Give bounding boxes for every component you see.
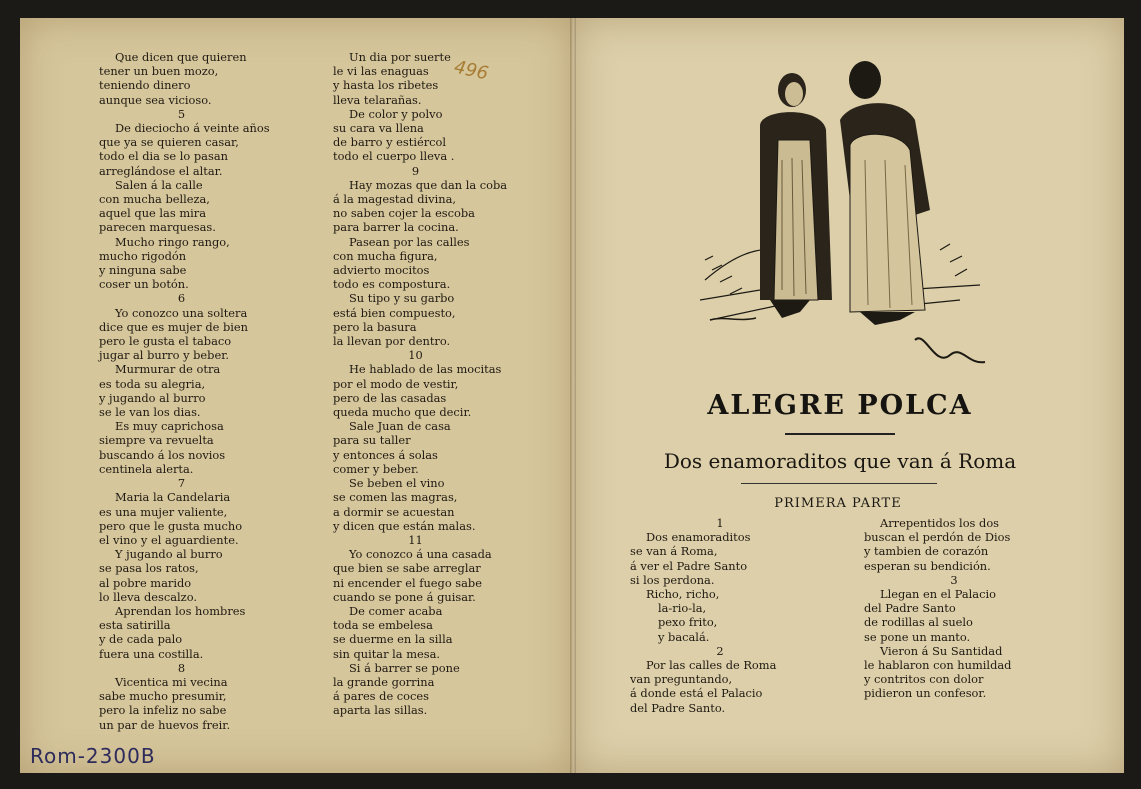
verse-line: se pone un manto. <box>864 629 971 644</box>
stanza <box>630 516 850 587</box>
verse-line: Y jugando al burro <box>115 547 223 562</box>
stanza <box>333 661 563 718</box>
verse-line: y dicen que están malas. <box>333 518 476 533</box>
verse-line: sin quitar la mesa. <box>333 646 441 661</box>
verse-line: advierto mocitos <box>333 263 430 278</box>
verse-line: Yo conozco á una casada <box>349 547 492 562</box>
verse-line: Hay mozas que dan la coba <box>349 177 508 192</box>
verse-line: la-rio-la, <box>658 601 707 616</box>
verse-line: buscando á los novios <box>99 447 226 462</box>
verse-line: aunque sea vicioso. <box>99 92 212 107</box>
stanza <box>333 533 563 604</box>
verse-line: le hablaron con humildad <box>864 658 1012 673</box>
verse-line: todo es compostura. <box>333 277 451 292</box>
stanza <box>333 476 563 533</box>
stanza-number: 10 <box>408 348 423 363</box>
verse-line: se duerme en la silla <box>333 632 453 647</box>
verse-line: jugar al burro y beber. <box>99 348 230 363</box>
verse-line: pero le gusta el tabaco <box>99 334 232 349</box>
verse-line: Un dia por suerte <box>349 50 451 64</box>
verse-line: pero que le gusta mucho <box>99 518 243 533</box>
verse-line: pero la basura <box>333 319 417 334</box>
verse-line: y de cada palo <box>99 632 183 647</box>
verse-line: Su tipo y su garbo <box>349 291 455 306</box>
verse-line: por el modo de vestir, <box>333 376 459 391</box>
stanza <box>99 476 319 547</box>
right-column-2 <box>864 516 1084 701</box>
page-fold <box>570 18 576 773</box>
verse-line: se comen las magras, <box>333 490 458 505</box>
stanza <box>99 50 319 107</box>
verse-line: Mucho ringo rango, <box>115 234 230 249</box>
verse-line: de barro y estiércol <box>333 135 447 150</box>
stanza <box>99 419 319 476</box>
stanza <box>630 587 850 644</box>
verse-line: se van á Roma, <box>630 544 718 559</box>
verse-line: para su taller <box>333 433 411 448</box>
verse-line: del Padre Santo <box>864 601 956 616</box>
stanza <box>333 107 563 164</box>
engraving-illustration <box>700 50 990 380</box>
verse-line: siempre va revuelta <box>99 433 214 448</box>
stanza <box>864 516 1084 573</box>
verse-line: teniendo dinero <box>99 78 191 93</box>
verse-line: que bien se sabe arreglar <box>333 561 481 576</box>
woman-figure <box>840 61 930 325</box>
verse-line: todo el cuerpo lleva . <box>333 149 455 164</box>
verse-line: buscan el perdón de Dios <box>864 530 1011 545</box>
stanza-number: 9 <box>411 163 420 178</box>
verse-line: Richo, richo, <box>646 587 720 602</box>
verse-line: Salen á la calle <box>115 177 203 192</box>
verse-line: Sale Juan de casa <box>349 419 451 434</box>
stanza-number: 5 <box>177 106 186 121</box>
verse-line: es una mujer valiente, <box>99 504 228 519</box>
verse-line: y hasta los ribetes <box>333 78 439 93</box>
verse-line: pidieron un confesor. <box>864 686 987 701</box>
stanza <box>99 291 319 362</box>
left-column-2 <box>333 50 563 718</box>
stanza <box>99 178 319 235</box>
verse-line: sabe mucho presumir, <box>99 689 227 704</box>
title-divider <box>785 433 895 435</box>
verse-line: Murmurar de otra <box>115 362 221 377</box>
verse-line: se le van los dias. <box>99 405 201 420</box>
verse-line: toda se embelesa <box>333 618 433 633</box>
stanza <box>333 291 563 348</box>
verse-line: aparta las sillas. <box>333 703 428 718</box>
verse-line: el vino y el aguardiente. <box>99 532 239 547</box>
verse-line: Maria la Candelaria <box>115 490 231 505</box>
verse-line: mucho rigodón <box>99 248 187 263</box>
stanza-number: 11 <box>408 532 423 547</box>
verse-line: á ver el Padre Santo <box>630 558 748 573</box>
stanza <box>333 50 563 107</box>
verse-line: arreglándose el altar. <box>99 163 223 178</box>
verse-line: y bacalá. <box>658 629 710 644</box>
handwritten-number: 496 <box>452 56 491 85</box>
verse-line: De color y polvo <box>349 106 443 121</box>
verse-line: Se beben el vino <box>349 476 445 491</box>
stanza <box>99 362 319 419</box>
subtitle-divider <box>741 483 937 484</box>
verse-line: con mucha figura, <box>333 248 438 263</box>
verse-line: le vi las enaguas <box>333 64 429 79</box>
verse-line: parecen marquesas. <box>99 220 216 235</box>
verse-line: y jugando al burro <box>99 390 206 405</box>
verse-line: la llevan por dentro. <box>333 334 451 349</box>
stanza <box>99 661 319 732</box>
stanza-number: 7 <box>177 476 186 491</box>
stanza <box>333 164 563 235</box>
verse-line: a dormir se acuestan <box>333 504 455 519</box>
verse-line: queda mucho que decir. <box>333 405 472 420</box>
stanza <box>333 348 563 419</box>
stanza <box>333 235 563 292</box>
verse-line: coser un botón. <box>99 277 189 292</box>
stanza <box>99 604 319 661</box>
verse-line: si los perdona. <box>630 572 715 587</box>
verse-line: es toda su alegria, <box>99 376 206 391</box>
verse-line: todo el dia se lo pasan <box>99 149 228 164</box>
right-column-1 <box>630 516 850 715</box>
verse-line: Vicentica mi vecina <box>115 674 228 689</box>
verse-line: aquel que las mira <box>99 206 206 221</box>
verse-line: esta satirilla <box>99 618 171 633</box>
verse-line: Aprendan los hombres <box>115 603 246 618</box>
stanza <box>99 235 319 292</box>
verse-line: no saben cojer la escoba <box>333 206 475 221</box>
verse-line: De comer acaba <box>349 603 443 618</box>
verse-line: pero de las casadas <box>333 390 447 405</box>
verse-line: Yo conozco una soltera <box>115 305 248 320</box>
stanza <box>99 107 319 178</box>
verse-line: al pobre marido <box>99 575 192 590</box>
verse-line: á la magestad divina, <box>333 192 456 207</box>
stanza-number: 1 <box>716 516 724 530</box>
verse-line: su cara va llena <box>333 121 424 136</box>
stanza-number: 2 <box>716 643 724 658</box>
stanza-number: 8 <box>177 660 186 675</box>
verse-line: con mucha belleza, <box>99 192 210 207</box>
verse-line: y contritos con dolor <box>864 672 984 687</box>
verse-line: Dos enamoraditos <box>646 530 751 545</box>
verse-line: ni encender el fuego sabe <box>333 575 482 590</box>
verse-line: lleva telarañas. <box>333 92 422 107</box>
verse-line: centinela alerta. <box>99 461 194 476</box>
verse-line: para barrer la cocina. <box>333 220 459 235</box>
song-subtitle: Dos enamoraditos que van á Roma <box>663 449 1017 473</box>
verse-line: y ninguna sabe <box>99 263 187 278</box>
verse-line: del Padre Santo. <box>630 700 726 715</box>
verse-line: se pasa los ratos, <box>99 561 199 576</box>
verse-line: Si á barrer se pone <box>349 660 460 675</box>
verse-line: á donde está el Palacio <box>630 686 763 701</box>
shelf-mark: Rom-2300B <box>30 744 156 768</box>
left-column-1 <box>99 50 319 732</box>
verse-line: fuera una costilla. <box>99 646 204 661</box>
verse-line: está bien compuesto, <box>333 305 456 320</box>
verse-line: un par de huevos freir. <box>99 717 231 732</box>
verse-line: Es muy caprichosa <box>115 419 224 434</box>
verse-line: Que dicen que quieren <box>115 50 247 64</box>
stanza <box>99 547 319 604</box>
verse-line: dice que es mujer de bien <box>99 319 249 334</box>
stanza <box>864 573 1084 644</box>
stanza-number: 3 <box>950 572 958 587</box>
man-figure <box>760 73 832 318</box>
song-title: ALEGRE POLCA <box>707 390 973 421</box>
verse-line: De dieciocho á veinte años <box>115 121 270 136</box>
verse-line: comer y beber. <box>333 461 419 476</box>
verse-line: Vieron á Su Santidad <box>880 643 1003 658</box>
stanza <box>864 644 1084 701</box>
stanza <box>630 644 850 715</box>
verse-line: Llegan en el Palacio <box>880 587 996 602</box>
verse-line: Arrepentidos los dos <box>880 516 1000 530</box>
verse-line: que ya se quieren casar, <box>99 135 239 150</box>
verse-line: van preguntando, <box>630 672 733 687</box>
part-heading: PRIMERA PARTE <box>774 496 902 511</box>
verse-line: He hablado de las mocitas <box>349 362 502 377</box>
verse-line: lo lleva descalzo. <box>99 589 197 604</box>
verse-line: de rodillas al suelo <box>864 615 973 630</box>
verse-line: Pasean por las calles <box>349 234 470 249</box>
verse-line: la grande gorrina <box>333 674 435 689</box>
verse-line: y tambien de corazón <box>864 544 989 559</box>
verse-line: pexo frito, <box>658 615 718 630</box>
stanza <box>333 604 563 661</box>
stanza-number: 6 <box>177 291 186 306</box>
verse-line: Por las calles de Roma <box>646 658 777 673</box>
stanza <box>333 419 563 476</box>
verse-line: pero la infeliz no sabe <box>99 703 227 718</box>
verse-line: á pares de coces <box>333 689 430 704</box>
verse-line: y entonces á solas <box>333 447 438 462</box>
verse-line: cuando se pone á guisar. <box>333 589 476 604</box>
verse-line: tener un buen mozo, <box>99 64 219 79</box>
verse-line: esperan su bendición. <box>864 558 991 573</box>
